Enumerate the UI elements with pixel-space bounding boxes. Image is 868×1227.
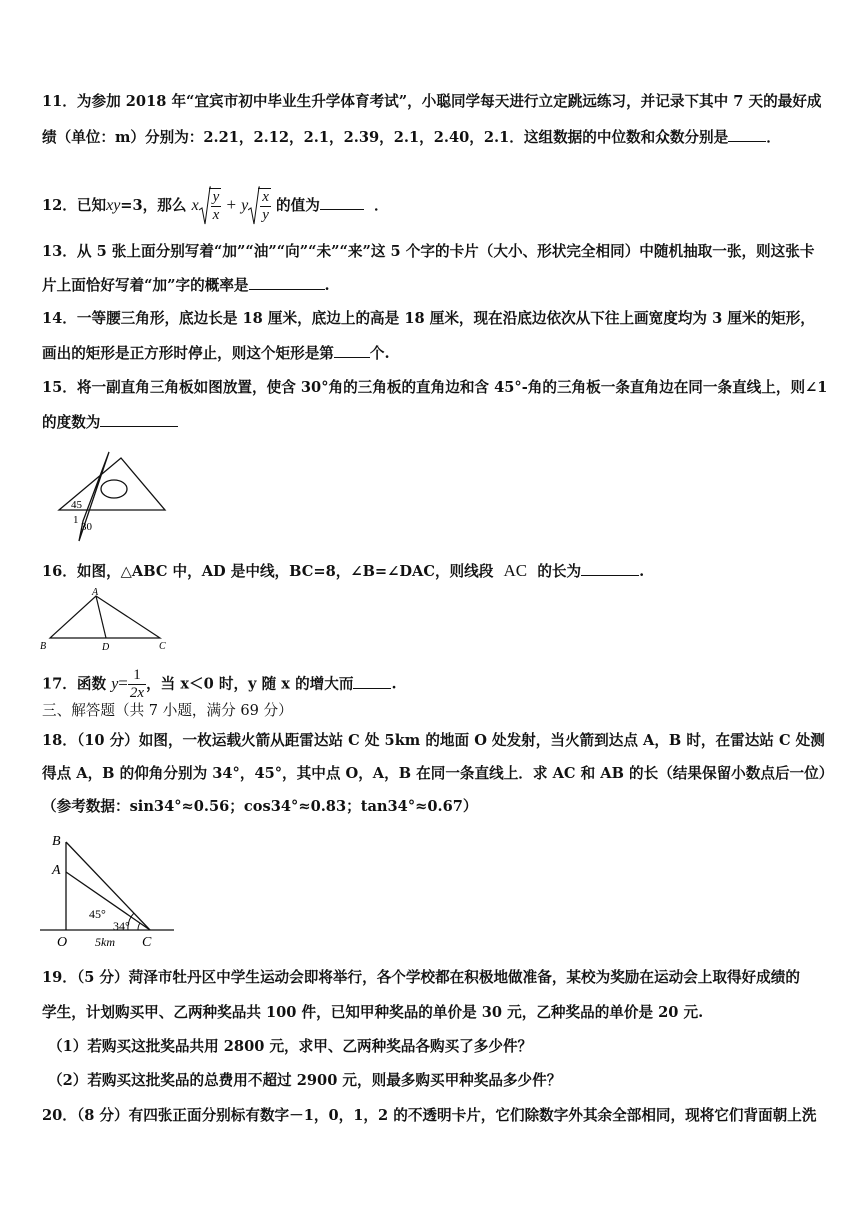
q14-end: 个. [369,345,390,362]
q17-prefix: 17．函数 [42,675,107,693]
label-c: C [142,935,152,950]
q16-prefix: 16．如图，△ABC 中，AD 是中线，BC=8，∠B=∠DAC，则线段 [42,563,494,580]
sqrt-term-2 [248,188,271,224]
q15-line2 [42,411,178,433]
q16-segment: AC [503,561,528,580]
q11-line1: 11．为参加 2018 年“宜宾市初中毕业生升学体育考试”，小聪同学每天进行立定跳远练习，并记录下其中 7 天的最好成 [42,93,822,110]
q16-line [42,560,644,582]
sqrt-term-1 [199,188,222,224]
q11-end: ． [766,129,781,146]
q12-prefix: 12．已知 [42,197,107,214]
line-ac [66,872,150,930]
answer-blank [320,194,364,210]
q17-line [42,667,397,702]
q12-coef1: x [191,197,199,214]
q12-num1: y [212,189,220,205]
triangle-hole [101,480,127,498]
answer-blank [353,673,391,689]
q12-den1: x [212,207,220,223]
q17-den: 2x [129,685,145,701]
q16-suffix: 的长为 [537,563,582,580]
q13-end: . [324,277,330,294]
median-ad [96,596,106,638]
q14-text: 画出的矩形是正方形时停止，则这个矩形是第 [42,345,334,362]
q17-suffix: ，当 x＜0 时，y 随 x 的增大而 [146,675,354,693]
q19-part2: （2）若购买这批奖品的总费用不超过 2900 元，则最多购买甲种奖品多少件？ [48,1072,562,1089]
q12-cond: =3，那么 [120,197,187,214]
label-a: A [52,863,61,878]
q12-line [42,188,389,224]
q19-line2: 学生，计划购买甲、乙两种奖品共 100 件，已知甲种奖品的单价是 30 元，乙种奖品的单价是 20 元. [42,1004,704,1021]
q18-line1: 18．（10 分）如图，一枚运载火箭从距雷达站 C 处 5km 的地面 O 处发射，当火箭到达点 A，B 时，在雷达站 C 处测 [42,732,825,749]
label-b: B [40,641,47,652]
q17-num: 1 [128,667,146,685]
answer-blank [581,560,639,576]
q11-text: 绩（单位：m）分别为：2.21，2.12，2.1，2.39，2.1，2.40，2.1．这组数据的中位数和众数分别是 [42,129,729,146]
angle-arc-34 [138,923,140,930]
q12-end: ． [373,197,389,214]
angle-label-30: 30 [81,521,92,533]
q11-line2 [42,126,781,148]
label-b: B [52,834,61,849]
q17-end: . [391,675,397,693]
q17-y: y [111,675,119,693]
answer-blank [334,342,370,358]
q19-part1: （1）若购买这批奖品共用 2800 元，求甲、乙两种奖品各购买了多少件？ [48,1038,533,1055]
q18-figure [40,830,176,952]
q14-line1: 14．一等腰三角形，底边长是 18 厘米，底边上的高是 18 厘米，现在沿底边依次从下往上画宽度均为 3 厘米的矩形， [42,310,815,327]
q12-plus: + [226,195,237,214]
angle-label-45: 45 [71,499,82,511]
q13-line1: 13．从 5 张上面分别写着“加”“油”“向”“未”“来”这 5 个字的卡片（大小、形状完全相同）中随机抽取一张，则这张卡 [42,243,815,260]
q18-line2: 得点 A，B 的仰角分别为 34°，45°，其中点 O，A，B 在同一条直线上．求 AC 和 AB 的长（结果保留小数点后一位） [42,765,834,782]
label-a: A [92,587,99,598]
line-bc [66,842,150,930]
label-d: D [102,642,110,652]
q19-line1: 19．（5 分）菏泽市牡丹区中学生运动会即将举行，各个学校都在积极地做准备，某校为奖励在运动会上取得好成绩的 [42,969,800,986]
angle-label-34: 34° [113,919,130,933]
q13-text: 片上面恰好写着“加”字的概率是 [42,277,249,294]
q15-figure [55,450,171,544]
label-o: O [57,935,68,950]
q15-line1: 15．将一副直角三角板如图放置，使含 30°角的三角板的直角边和含 45°-角的三角板一条直角边在同一条直线上，则∠1 [42,379,828,396]
q12-suffix: 的值为 [276,197,320,214]
q17-equals: = [118,673,128,693]
q12-coef2: y [241,197,249,214]
answer-blank [728,126,766,142]
q13-line2 [42,274,330,296]
q14-line2 [42,342,390,364]
angle-label-1: 1 [73,514,79,526]
section-heading: 三、解答题（共 7 小题，满分 69 分） [42,702,293,719]
q15-text: 的度数为 [42,414,101,431]
q20-line1: 20．（8 分）有四张正面分别标有数字－1，0，1，2 的不透明卡片，它们除数字外其余全部相同，现将它们背面朝上洗 [42,1107,817,1124]
angle-label-45: 45° [89,907,106,921]
answer-blank [100,411,178,427]
q12-den2: y [262,207,269,223]
radical-sign [199,186,211,226]
q16-end: . [639,563,645,580]
label-c: C [159,641,166,652]
distance-label: 5km [95,935,115,949]
q18-line3: （参考数据：sin34°≈0.56；cos34°≈0.83；tan34°≈0.67） [42,798,478,815]
q12-var: xy [106,197,121,214]
radical-sign [248,186,260,226]
answer-blank [249,274,325,290]
q12-num2: x [262,189,269,205]
q16-figure [36,586,176,652]
